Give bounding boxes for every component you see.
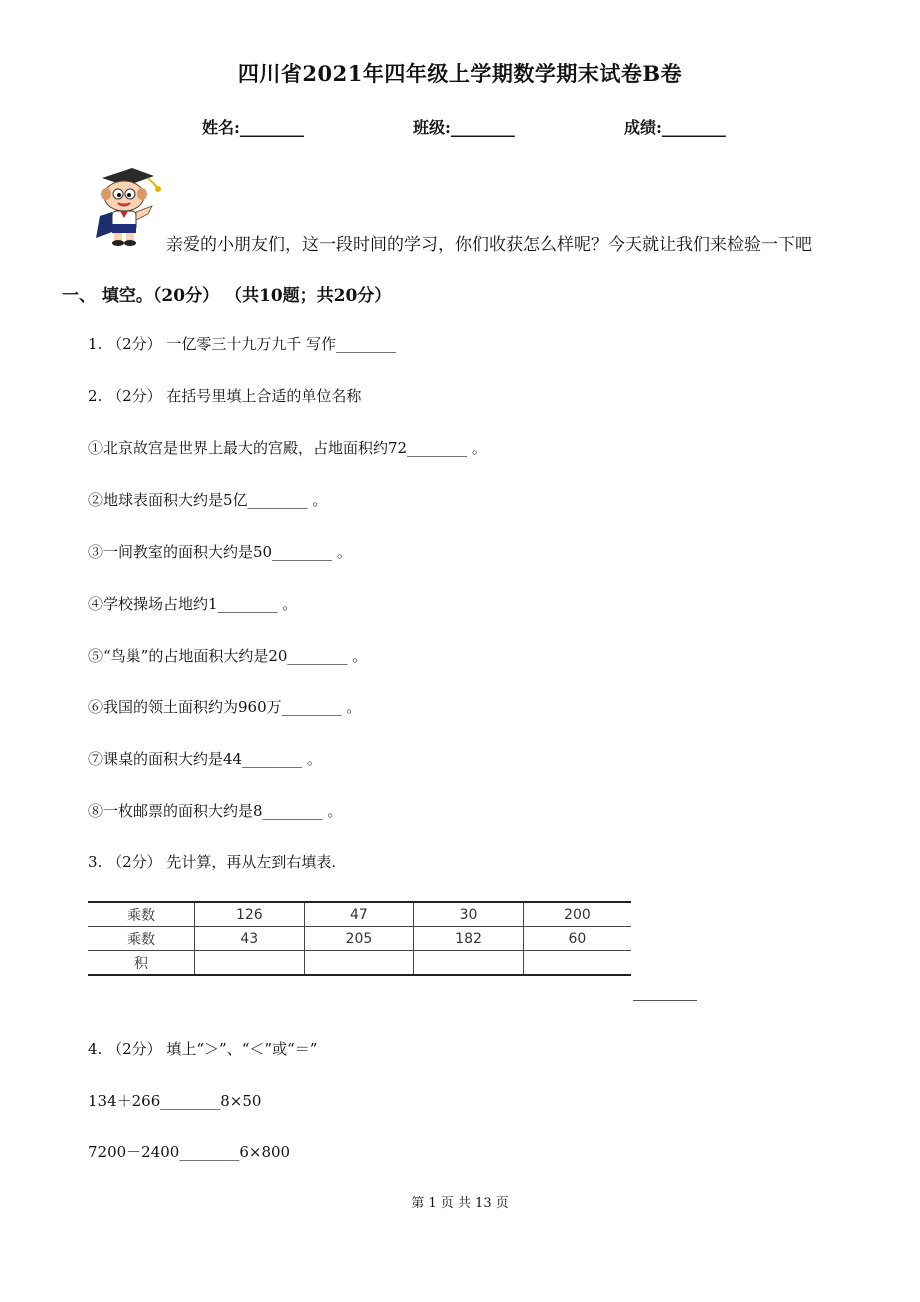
question-4: 4. （2分） 填上“＞”、“＜”或“＝” <box>88 1040 318 1058</box>
question-2-item: ⑥我国的领土面积约为960万________ 。 <box>88 698 362 716</box>
question-2-item: ⑤“鸟巢”的占地面积大约是20________ 。 <box>88 647 368 665</box>
mascot-illustration <box>92 166 166 246</box>
question-2-item: ②地球表面积大约是5亿________ 。 <box>88 491 328 509</box>
table-cell: 43 <box>195 927 305 951</box>
greeting-text: 亲爱的小朋友们，这一段时间的学习，你们收获怎么样呢？今天就让我们来检验一下吧 <box>166 235 812 255</box>
table-cell: 积 <box>88 951 195 976</box>
question-2-item: ④学校操场占地约1________ 。 <box>88 595 298 613</box>
question-3: 3. （2分） 先计算，再从左到右填表. <box>88 853 337 871</box>
section-heading: 一、 填空。（20分） （共10题；共20分） <box>62 286 392 306</box>
multiplication-table <box>88 901 631 976</box>
table-cell <box>195 951 305 976</box>
table-cell: 205 <box>304 927 414 951</box>
table-cell: 47 <box>304 902 414 927</box>
answer-blank-line <box>633 1000 697 1001</box>
table-row <box>88 927 631 951</box>
question-2-item: ①北京故宫是世界上最大的宫殿，占地面积约72________ 。 <box>88 439 487 457</box>
question-4-item: 7200－2400________6×800 <box>88 1143 291 1161</box>
score-field: 成绩:________ <box>624 118 726 137</box>
table-cell: 60 <box>523 927 631 951</box>
table-cell <box>304 951 414 976</box>
table-cell <box>414 951 524 976</box>
table-cell: 200 <box>523 902 631 927</box>
class-field: 班级:________ <box>413 118 515 137</box>
table-cell: 126 <box>195 902 305 927</box>
table-row <box>88 951 631 976</box>
table-cell: 乘数 <box>88 902 195 927</box>
question-2-item: ③一间教室的面积大约是50________ 。 <box>88 543 352 561</box>
table-cell: 30 <box>414 902 524 927</box>
question-4-item: 134＋266________8×50 <box>88 1092 262 1110</box>
table-row <box>88 902 631 927</box>
question-2-item: ⑧一枚邮票的面积大约是8________ 。 <box>88 802 343 820</box>
name-field: 姓名:________ <box>202 118 304 137</box>
page-title: 四川省2021年四年级上学期数学期末试卷B卷 <box>237 61 683 86</box>
table-cell <box>523 951 631 976</box>
page-footer: 第 1 页 共 13 页 <box>411 1196 509 1211</box>
question-2: 2. （2分） 在括号里填上合适的单位名称 <box>88 387 362 405</box>
table-cell: 182 <box>414 927 524 951</box>
table-cell: 乘数 <box>88 927 195 951</box>
question-1: 1. （2分） 一亿零三十九万九千 写作________ <box>88 335 397 353</box>
question-2-item: ⑦课桌的面积大约是44________ 。 <box>88 750 322 768</box>
